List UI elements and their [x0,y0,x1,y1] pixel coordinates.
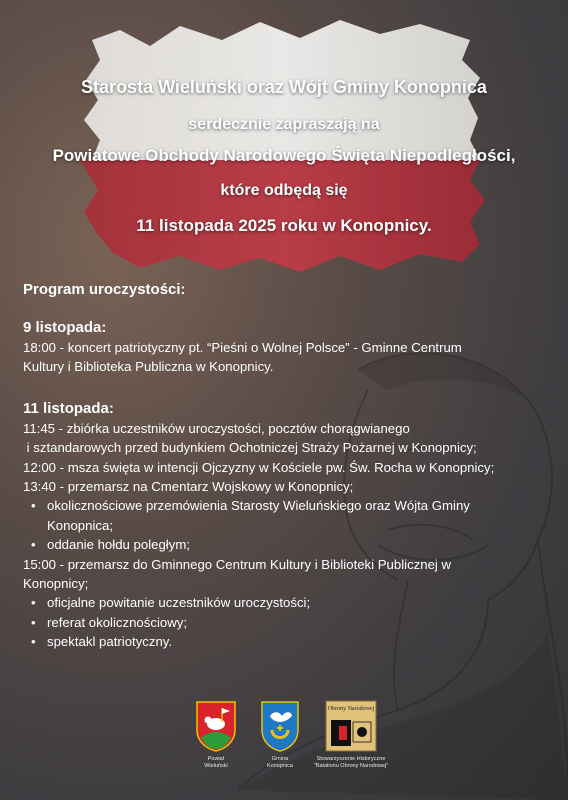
header-line-2: serdecznie zapraszają na [188,116,380,133]
header-line-1: Starosta Wieluński oraz Wójt Gminy Konopnica [81,77,487,97]
day1-title: 9 listopada: [23,319,107,336]
program-section [23,280,553,652]
logo-caption-line: "Batalionu Obrony Narodowej" [313,763,389,769]
logo-gmina [250,700,310,770]
bird-coat-of-arms-icon [260,700,300,752]
logo-powiat [186,700,246,770]
logo-caption-line: Gmina [271,756,289,762]
list-item: • referat okolicznościowy; [23,613,553,632]
logo-caption-line: Wieluński [204,763,228,769]
list-item: • oddanie hołdu poległym; [23,535,553,554]
logo-caption-line: Stowarzyszenie Historyczne [316,756,386,762]
day2-line: i sztandarowych przed budynkiem Ochotniczej Straży Pożarnej w Konopnicy; [23,440,477,456]
header-line-5: 11 listopada 2025 roku w Konopnicy. [136,216,432,235]
program-title: Program uroczystości: [23,281,186,298]
list-item: • spektakl patriotyczny. [23,632,553,651]
header-line-3: Powiatowe Obchody Narodowego Święta Niepodległości, [52,146,516,165]
day2-line: 12:00 - msza święta w intencji Ojczyzny w Kościele pw. Św. Rocha w Konopnicy; [23,459,495,475]
logo-text: Obrony Narodowej [327,706,375,712]
day1-line: 18:00 - koncert patriotyczny pt. “Pieśni o Wolnej Polsce” - Gminne Centrum [23,340,462,355]
day2-line: 11:45 - zbiórka uczestników uroczystości, pocztów chorągwianego [23,420,410,436]
day1-line: Kultury i Biblioteka Publiczna w Konopnicy. [23,359,274,375]
lamb-coat-of-arms-icon [195,700,237,752]
bullet-list [23,496,553,554]
header-line-4: które odbędą się [220,182,348,199]
logo-stowarzyszenie [306,700,396,770]
list-item: • okolicznościowe przemówienia Starosty Wieluńskiego oraz Wójta Gminy Konopnica; [23,496,517,535]
day2-title: 11 listopada: [23,399,114,417]
logo-caption-line: Konopnica [267,763,293,769]
list-item: • oficjalne powitanie uczestników uroczystości; [23,593,553,612]
bullet-list [23,593,553,651]
day2-line: 13:40 - przemarsz na Cmentarz Wojskowy w Konopnicy; [23,479,354,495]
logo-caption-line: Powiat [207,756,225,762]
battalion-logo-icon [325,700,377,752]
invitation-header [0,74,568,238]
day2-line: 15:00 - przemarsz do Gminnego Centrum Kultury i Biblioteki Publicznej w Konopnicy; [23,556,452,592]
